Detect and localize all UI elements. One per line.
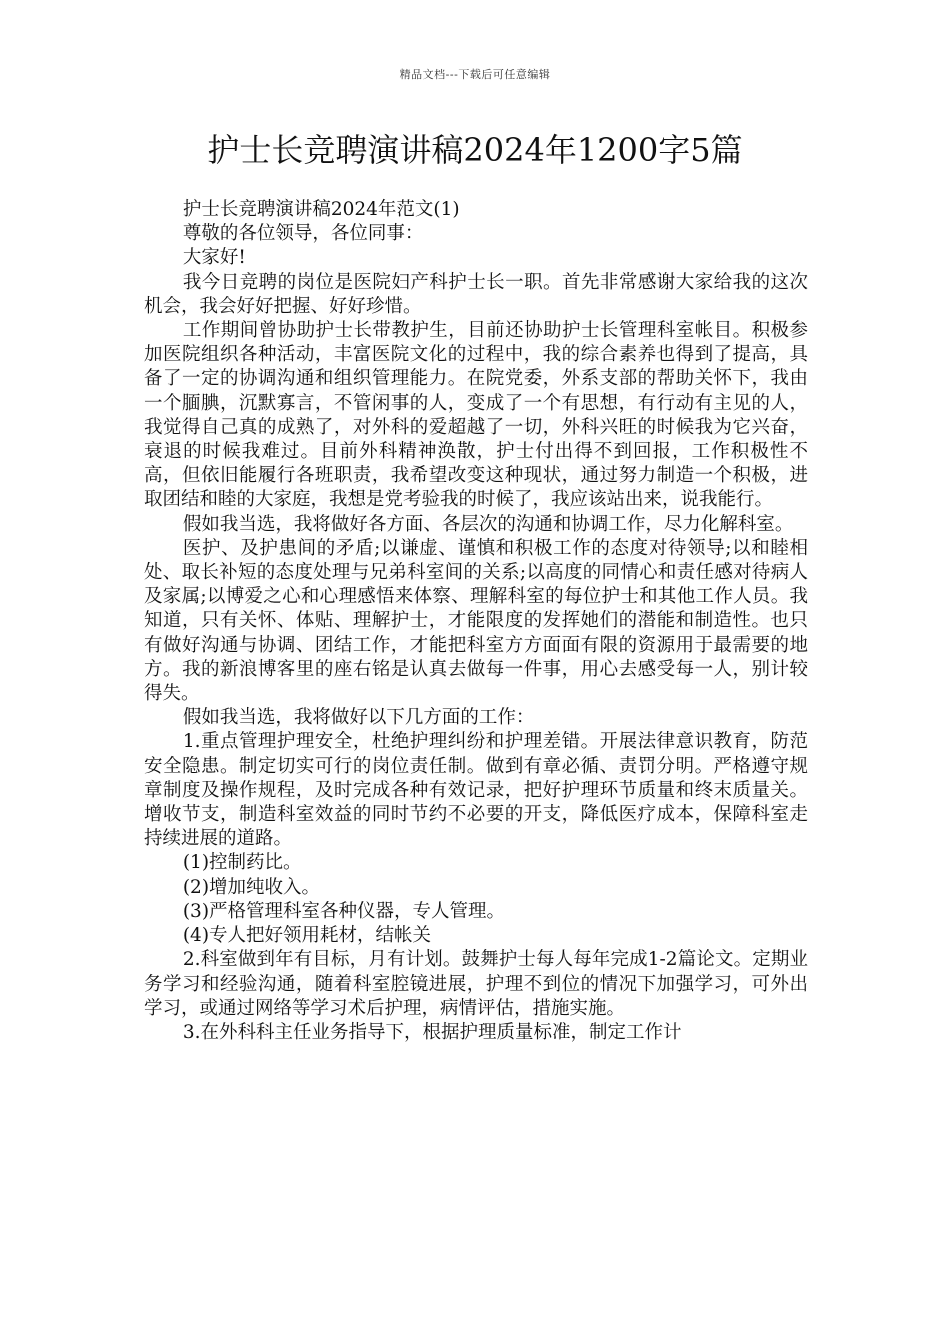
list-item: (2)增加纯收入。 — [182, 876, 321, 898]
list-item: 1.重点管理护理安全，杜绝护理纠纷和护理差错。开展法律意识教育，防范安全隐患。制定切实可行的岗位责任制。做到有章必循、责罚分明。严格遵守规章制度及操作规程，及时完成各种有效记录，把好护理环节质量和终末质量关。增收节支，制造科室效益的同时节约不必要的开支，降低医疗成本，保障科室走持续进展的道路。 — [144, 731, 808, 850]
document-title: 护士长竞聘演讲稿2024年1200字5篇 — [207, 131, 743, 169]
paragraph: 医护、及护患间的矛盾;以谦虚、谨慎和积极工作的态度对待领导;以和睦相处、取长补短的态度处理与兄弟科室间的关系;以高度的同情心和责任感对待病人及家属;以博爱之心和心理感悟来体察、理解科室的每位护士和其他工作人员。我知道，只有关怀、体贴、理解护士，才能限度的发挥她们的潜能和制造性。也只有做好沟通与协调、团结工作，才能把科室方方面面有限的资源用于最需要的地方。我的新浪博客里的座右铭是认真去做每一件事，用心去感受每一人，别计较得失。 — [144, 537, 808, 705]
paragraph-subtitle: 护士长竞聘演讲稿2024年范文(1) — [182, 199, 460, 220]
paragraph: 假如我当选，我将做好以下几方面的工作： — [182, 707, 535, 729]
header-note: 精品文档---下载后可任意编辑 — [399, 68, 551, 81]
list-item: (4)专人把好领用耗材，结帐关 — [182, 925, 432, 947]
paragraph: 我今日竞聘的岗位是医院妇产科护士长一职。首先非常感谢大家给我的这次机会，我会好好把握、好好珍惜。 — [144, 271, 808, 317]
paragraph: 工作期间曾协助护士长带教护生，目前还协助护士长管理科室帐目。积极参加医院组织各种活动，丰富医院文化的过程中，我的综合素养也得到了提高，具备了一定的协调沟通和组织管理能力。在院党委，外系支部的帮助关怀下，我由一个腼腆，沉默寡言，不管闲事的人，变成了一个有思想，有行动有主见的人，我觉得自己真的成熟了，对外科的爱超越了一切，外科兴旺的时候我为它兴奋，衰退的时候我难过。目前外科精神涣散，护士付出得不到回报，工作积极性不高，但依旧能履行各班职责，我希望改变这种现状，通过努力制造一个积极，进取团结和睦的大家庭，我想是党考验我的时候了，我应该站出来，说我能行。 — [144, 320, 808, 511]
list-item: (1)控制药比。 — [182, 852, 302, 874]
list-item: (3)严格管理科室各种仪器，专人管理。 — [182, 900, 506, 922]
list-item: 3.在外科科主任业务指导下，根据护理质量标准，制定工作计 — [182, 1021, 682, 1043]
document-body — [144, 198, 808, 1045]
paragraph: 假如我当选，我将做好各方面、各层次的沟通和协调工作，尽力化解科室。 — [182, 513, 794, 535]
list-item: 2.科室做到年有目标，月有计划。鼓舞护士每人每年完成1-2篇论文。定期业务学习和经验沟通，随着科室腔镜进展，护理不到位的情况下加强学习，可外出学习，或通过网络等学习术后护理，病情评估，措施实施。 — [144, 949, 808, 1019]
paragraph-salutation: 尊敬的各位领导，各位同事： — [182, 223, 424, 245]
paragraph-greeting: 大家好! — [182, 247, 246, 269]
